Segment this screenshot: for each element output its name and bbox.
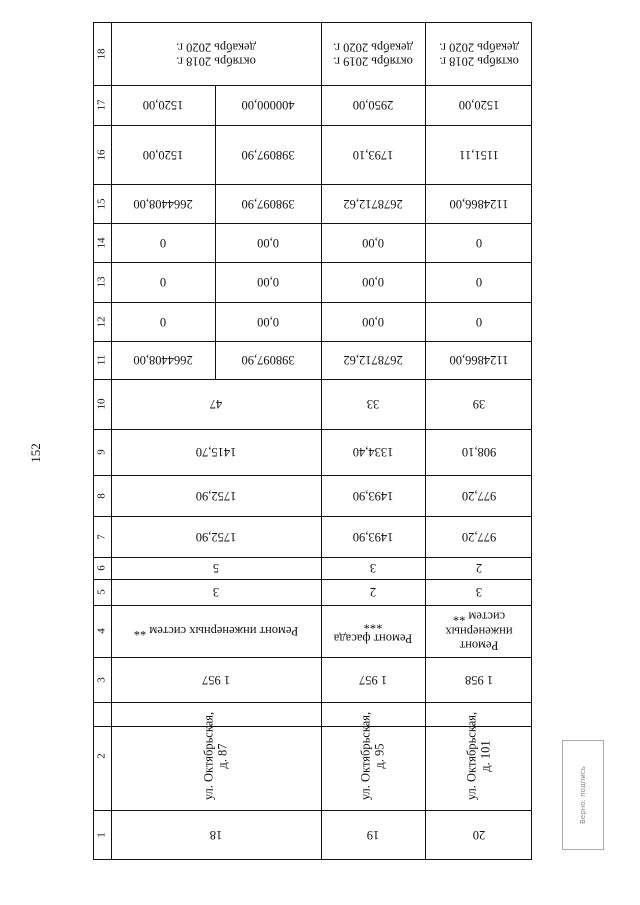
column-index-16-line: 16	[95, 149, 108, 160]
work-period	[176, 39, 256, 68]
column-index-17-line: 17	[95, 99, 108, 111]
cell-c8-line: 1493,90	[352, 488, 394, 503]
row-number	[472, 828, 485, 842]
address-line: ул. Октябрьская,	[464, 711, 479, 801]
work-period	[439, 39, 519, 68]
cell-c10	[367, 397, 380, 411]
column-index-10	[96, 399, 109, 410]
cell-c9	[196, 445, 237, 459]
column-index-10-line: 10	[95, 398, 108, 410]
work-type-line: Ремонт фасада	[333, 631, 413, 646]
table-rule	[93, 22, 94, 860]
cell-c5-line: 2	[369, 585, 377, 600]
cell-c15	[449, 196, 508, 210]
column-index-15-line: 15	[95, 198, 108, 209]
cell-c13-line: 0,00	[362, 275, 384, 290]
cell-c16-a-line: 1520,00	[142, 147, 184, 162]
row-number-line: 19	[366, 828, 380, 843]
cell-c15-line: 2678712,62	[343, 196, 403, 211]
table-rule	[531, 22, 532, 860]
cell-c14-a	[160, 235, 166, 249]
cell-c16-line: 1793,10	[352, 147, 394, 162]
cell-c9-line: 1415,70	[195, 445, 237, 460]
cell-c5	[370, 585, 376, 599]
table-rule	[93, 429, 532, 430]
column-index-7	[96, 534, 109, 540]
cell-c5	[475, 585, 481, 599]
cell-c14-line: 0,00	[362, 235, 384, 250]
cell-c9	[461, 445, 495, 459]
address	[464, 712, 493, 800]
table-rule	[93, 341, 532, 342]
cell-c16-a	[143, 147, 184, 161]
cell-c11-a	[133, 353, 192, 367]
table-rule	[321, 22, 322, 860]
cell-c8-line: 1752,90	[195, 488, 237, 503]
column-index-12-line: 12	[95, 316, 108, 327]
cell-c16-b	[241, 147, 294, 161]
column-index-17	[96, 100, 109, 111]
column-index-8-line: 8	[95, 492, 108, 499]
row-number-line: 18	[209, 828, 223, 843]
table-rule	[215, 85, 216, 379]
column-index-2-line: 2	[95, 753, 108, 759]
cell-c11	[449, 353, 508, 367]
work-period	[333, 39, 413, 68]
table-rule	[93, 557, 532, 558]
column-index-3	[96, 677, 109, 683]
cell-c10	[472, 397, 485, 411]
column-index-2	[96, 753, 109, 759]
cell-c17-a	[143, 98, 184, 112]
column-index-8	[96, 493, 109, 499]
column-index-11	[96, 355, 109, 366]
cell-c9-line: 1334,40	[352, 445, 394, 460]
address-line: д. 87	[216, 743, 230, 769]
year-built	[464, 672, 492, 686]
cell-c17-line: 2950,00	[352, 98, 394, 113]
column-index-5-line: 5	[95, 589, 108, 595]
table-rule	[93, 184, 532, 185]
work-type-line: ***	[363, 617, 383, 631]
column-index-13-line: 13	[95, 276, 108, 288]
column-index-6	[96, 565, 109, 571]
cell-c5	[213, 585, 219, 599]
cell-c7	[196, 529, 237, 543]
cell-c16	[459, 147, 499, 161]
page-number: 152	[28, 443, 43, 463]
year-built-line: 1 958	[464, 672, 493, 687]
cell-c12	[362, 314, 384, 328]
year-built	[359, 672, 387, 686]
cell-c12-b	[257, 314, 279, 328]
table-rule	[93, 302, 532, 303]
cell-c17	[353, 98, 394, 112]
cell-c14	[362, 235, 384, 249]
work-period-line: декабрь 2020 г.	[176, 39, 256, 54]
cell-c11-b	[241, 353, 294, 367]
table-rule	[93, 85, 532, 86]
cell-c6-line: 3	[369, 561, 377, 576]
cell-c11-a-line: 2664408,00	[133, 353, 193, 368]
cell-c6-line: 5	[212, 561, 220, 576]
table-rule	[93, 223, 532, 224]
cell-c6	[370, 561, 376, 575]
year-built-line: 1 957	[358, 672, 388, 687]
cell-c11-b-line: 398097,90	[241, 353, 295, 368]
cell-c17-a-line: 1520,00	[142, 98, 184, 113]
table-rule	[425, 22, 426, 860]
address	[359, 712, 388, 800]
column-index-1	[96, 832, 109, 838]
cell-c7-line: 977,20	[461, 529, 496, 544]
column-index-5	[96, 589, 109, 595]
cell-c5-line: 3	[475, 585, 482, 600]
cell-c10-line: 47	[209, 397, 223, 412]
column-index-4-line: 4	[95, 628, 108, 634]
cell-c9	[353, 445, 394, 459]
table-rule	[93, 702, 532, 703]
cell-c8	[196, 488, 237, 502]
cell-c14-line: 0	[475, 235, 482, 250]
column-index-6-line: 6	[95, 565, 108, 571]
work-period-line: декабрь 2020 г.	[333, 39, 413, 54]
cell-c14-a-line: 0	[159, 235, 167, 250]
cell-c15-line: 1124866,00	[449, 196, 508, 211]
cell-c14	[475, 235, 481, 249]
cell-c13-line: 0	[475, 275, 482, 290]
year-built	[202, 672, 230, 686]
cell-c13-a	[160, 275, 166, 289]
column-index-15	[96, 198, 109, 209]
cell-c7-line: 1752,90	[195, 529, 237, 544]
cell-c6	[475, 561, 481, 575]
cell-c13-a-line: 0	[159, 275, 167, 290]
cell-c17-b-line: 400000,00	[241, 98, 295, 113]
cell-c13-b	[257, 275, 279, 289]
cell-c14-b-line: 0,00	[257, 235, 279, 250]
table-rule	[93, 516, 532, 517]
column-index-14-line: 14	[95, 237, 108, 248]
cell-c17-line: 1520,00	[458, 98, 499, 113]
table-rule	[111, 22, 112, 860]
cell-c17-b	[241, 98, 294, 112]
column-index-14	[96, 237, 109, 248]
cell-c10-line: 33	[366, 397, 380, 412]
cell-c17	[458, 98, 499, 112]
year-built-line: 1 957	[201, 672, 231, 687]
work-period-line: октябрь 2018 г.	[176, 53, 256, 68]
table-rule	[93, 475, 532, 476]
cell-c7-line: 1493,90	[352, 529, 394, 544]
work-type	[445, 609, 512, 652]
address-line: ул. Октябрьская,	[358, 711, 373, 801]
column-index-9-line: 9	[95, 449, 108, 455]
table-rule	[93, 579, 532, 580]
cell-c16	[353, 147, 394, 161]
column-index-16	[96, 149, 109, 160]
cell-c14-b	[257, 235, 279, 249]
table-rule	[93, 859, 532, 860]
column-index-9	[96, 449, 109, 455]
address-line: ул. Октябрьская,	[201, 711, 216, 801]
table-rule	[93, 657, 532, 658]
cell-c11	[343, 353, 402, 367]
work-type	[334, 617, 413, 646]
cell-c7	[353, 529, 394, 543]
column-index-13	[96, 277, 109, 288]
cell-c15	[343, 196, 402, 210]
row-number	[367, 828, 380, 842]
work-type-line: инженерных	[444, 624, 513, 639]
cell-c8	[461, 488, 495, 502]
cell-c10	[210, 397, 223, 411]
address	[202, 712, 231, 800]
cell-c15-b-line: 398097,90	[241, 196, 295, 211]
stamp-text: Верно: подпись	[579, 766, 587, 824]
work-type	[134, 624, 298, 638]
column-index-1-line: 1	[95, 832, 108, 838]
cell-c7	[461, 529, 495, 543]
work-period-line: декабрь 2020 г.	[438, 39, 519, 54]
work-type-line: Ремонт инженерных систем **	[133, 624, 299, 639]
cell-c12-b-line: 0,00	[257, 314, 279, 329]
address-line: д. 101	[478, 740, 493, 772]
column-index-4	[96, 628, 109, 634]
table-rule	[93, 125, 532, 126]
cell-c12	[475, 314, 481, 328]
cell-c15-b	[241, 196, 294, 210]
cell-c11-line: 2678712,62	[343, 353, 403, 368]
cell-c16-b-line: 398097,90	[241, 147, 295, 162]
column-index-3-line: 3	[95, 676, 108, 683]
cell-c13-b-line: 0,00	[257, 275, 279, 290]
row-number-line: 20	[472, 828, 485, 843]
cell-c10-line: 39	[472, 397, 485, 412]
column-index-11-line: 11	[95, 354, 108, 366]
table-rule	[93, 810, 532, 811]
work-type-line: Ремонт	[459, 638, 498, 653]
address-line: д. 95	[373, 743, 387, 769]
cell-c5-line: 3	[212, 585, 220, 600]
cell-c12-a-line: 0	[159, 314, 167, 329]
cell-c15-a-line: 2664408,00	[133, 196, 193, 211]
capital-repair-table	[93, 22, 532, 860]
work-period-line: октябрь 2018 г.	[438, 53, 519, 68]
table-rule	[93, 262, 532, 263]
cell-c13	[475, 275, 481, 289]
table-rule	[93, 22, 532, 23]
cell-c15-a	[133, 196, 192, 210]
certification-stamp	[562, 740, 604, 850]
cell-c12-a	[160, 314, 166, 328]
column-index-12	[96, 316, 109, 327]
cell-c8	[353, 488, 394, 502]
cell-c12-line: 0,00	[362, 314, 384, 329]
cell-c9-line: 908,10	[461, 445, 496, 460]
column-index-18	[96, 48, 109, 59]
work-period-line: октябрь 2019 г.	[333, 53, 413, 68]
cell-c8-line: 977,20	[461, 488, 496, 503]
cell-c6-line: 2	[475, 561, 482, 576]
column-index-18-line: 18	[95, 48, 108, 59]
cell-c16-line: 1151,11	[458, 147, 499, 162]
row-number	[210, 828, 223, 842]
cell-c6	[213, 561, 219, 575]
column-index-7-line: 7	[95, 533, 108, 540]
cell-c12-line: 0	[475, 314, 482, 329]
cell-c13	[362, 275, 384, 289]
cell-c11-line: 1124866,00	[449, 353, 508, 368]
table-rule	[93, 605, 532, 606]
table-rule	[93, 379, 532, 380]
work-type-line: систем **	[452, 609, 505, 624]
